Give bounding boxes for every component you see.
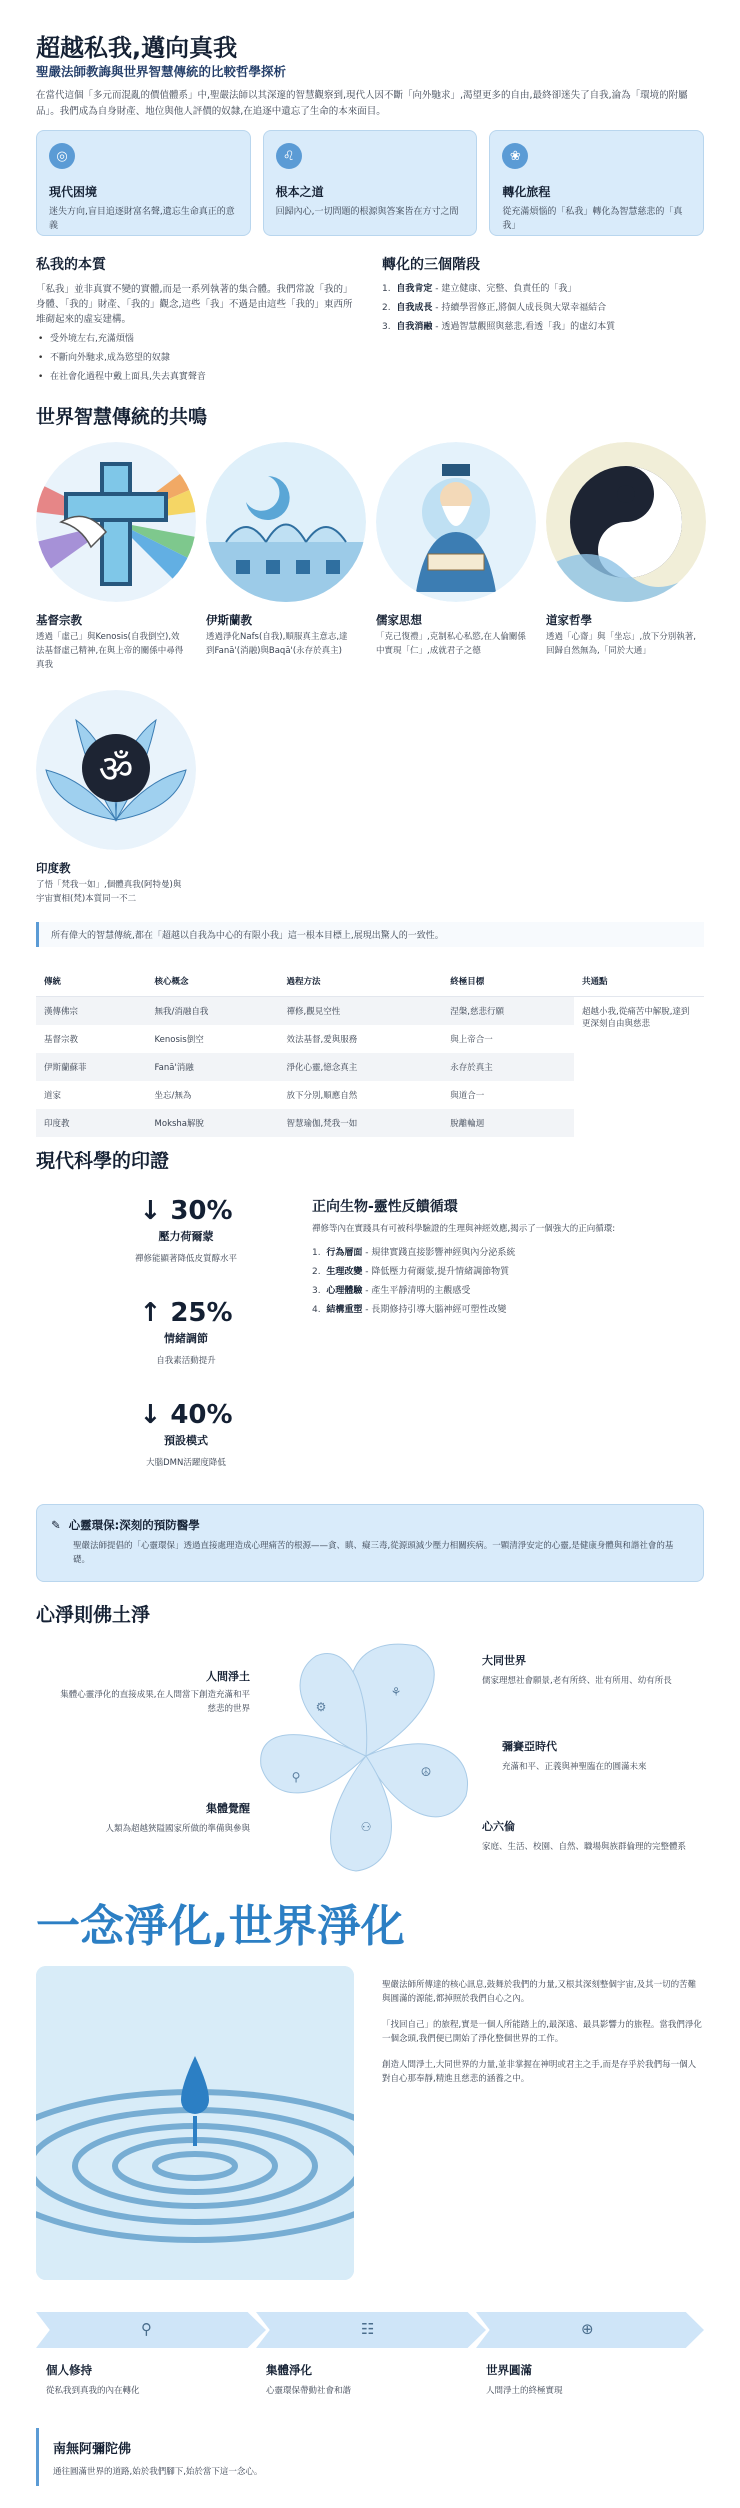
card-desc: 從充滿煩惱的「私我」轉化為智慧慈悲的「真我」 [502,207,683,231]
lotus-icon: ❀ [502,143,528,169]
pureland-heading: 心淨則佛土淨 [36,1604,151,1626]
list-item: 3. 自我消融 - 透過智慧觀照與慈悲,看透「我」的虛幻本質 [382,322,616,332]
christianity-illustration [36,442,196,602]
table-cell: 永存於真主 [442,1053,574,1081]
stages-heading: 轉化的三個階段 [382,257,480,273]
step-title: 世界圓滿 [486,2363,532,2377]
stat-desc: 大腦DMN活躍度降低 [146,1458,226,1468]
callout-text: 聖嚴法師提倡的「心靈環保」透過直接處理造成心理痛苦的根源——貪、瞋、癡三毒,從源頭減少壓力相關疾病。一顆清淨安定的心靈,是健康身體與和諧社會的基礎。 [73,1541,674,1565]
list-item: 1. 自我肯定 - 建立健康、完整、負責任的「我」 [382,284,577,294]
table-header: 傳統 [36,966,147,997]
petal-diagram [256,1636,476,1876]
list-item: 3. 心理體驗 - 產生平靜清明的主觀感受 [312,1286,471,1296]
stat-value: ↑ 25% [139,1298,233,1328]
stat-value: ↓ 40% [139,1400,233,1430]
water-drop-illustration [36,1966,354,2280]
petal-desc: 家庭、生活、校園、自然、職場與族群倫理的完整體系 [482,1842,687,1852]
petal-desc: 集體心靈淨化的直接成果,在人間當下創造充滿和平慈悲的世界 [60,1690,250,1714]
table-cell: Kenosis倒空 [154,1035,204,1045]
table-cell: 效法基督,愛與服務 [286,1035,358,1045]
svg-text:⚙: ⚙ [315,1700,327,1714]
list-item: • 不斷向外馳求,成為慾望的奴隸 [36,349,354,368]
petal-desc: 人類為超越狹隘國家所做的準備與參與 [105,1824,250,1834]
hinduism-illustration [36,690,196,850]
tradition-title: 道家哲學 [546,613,592,627]
islam-illustration [206,442,366,602]
table-cell: 淨化心靈,憶念真主 [279,1053,443,1081]
list-item: • 在社會化過程中戴上面具,失去真實聲音 [36,368,354,387]
tradition-desc: 透過「虛己」與Kenosis(自我倒空),效法基督虛己精神,在與上帝的關係中尋得真我 [36,632,184,670]
petal-label: 彌賽亞時代 [502,1740,557,1753]
table-header: 過程方法 [279,966,443,997]
science-heading: 現代科學的印證 [36,1150,170,1172]
table-cell: 道家 [44,1091,62,1101]
petal-label: 心六倫 [482,1820,515,1833]
closing-block [36,2428,704,2486]
step-title: 集體淨化 [266,2363,312,2377]
lion-icon: ♌ [276,143,302,169]
table-cell: 與上帝合一 [450,1035,493,1045]
petal-desc: 儒家理想社會願景,老有所終、壯有所用、幼有所長 [482,1676,672,1686]
card-title: 轉化旅程 [502,185,551,199]
tradition-desc: 透過「心齋」與「坐忘」,放下分別執著,回歸自然無為,「同於大通」 [546,632,696,656]
svg-text:☮: ☮ [420,1765,432,1779]
table-cell: 無我/消融自我 [147,997,279,1026]
petal-label: 人間淨土 [206,1670,250,1683]
table-cell: Moksha解脫 [147,1109,279,1137]
card-root-way [263,130,478,236]
stat-emotion [96,1298,276,1366]
page-subtitle: 聖嚴法師教誨與世界智慧傳統的比較哲學探析 [36,64,287,79]
intro-paragraph: 在當代這個「多元而混亂的價值體系」中,聖嚴法師以其深邃的智慧觀察到,現代人因不斷「向外馳求」,渴望更多的自由,最終卻迷失了自我,淪為「環境的附屬品」。我們成為自身財產、地位與他人評價的奴隸,在追逐中遺忘了生命的本來面目。 [36,90,688,117]
svg-text:⚇: ⚇ [360,1820,372,1834]
step-desc: 從私我到真我的內在轉化 [46,2386,140,2396]
callout-title: ✎ 心靈環保:深刻的預防醫學 [51,1518,200,1532]
table-cell: Fanā'消融 [147,1053,279,1081]
list-item: 2. 生理改變 - 降低壓力荷爾蒙,提升情緒調節物質 [312,1267,510,1277]
tradition-title: 儒家思想 [376,613,422,627]
essence-bullets [36,330,354,387]
traditions-heading: 世界智慧傳統的共鳴 [36,406,208,428]
essence-heading: 私我的本質 [36,257,106,273]
meditator-icon: ⚲ [141,2320,152,2338]
table-row [36,997,704,1026]
tradition-desc: 了悟「梵我一如」,個體真我(阿特曼)與宇宙實相(梵)本質同一不二 [36,880,182,904]
petal-label: 集體覺醒 [206,1802,250,1815]
table-cell: 基督宗教 [44,1035,79,1045]
stat-title: 情緒調節 [164,1332,208,1345]
stat-value: ↓ 30% [139,1196,233,1226]
list-item: 1. 行為層面 - 規律實踐直接影響神經與內分泌系統 [312,1248,516,1258]
hero-paragraph-3: 創造人間淨土,大同世界的力量,並非掌握在神明或君主之手,而是存乎於我們每一個人對自心那奉靜,精進且慈悲的涵養之中。 [382,2060,697,2084]
card-desc: 迷失方向,盲目追逐財富名聲,遺忘生命真正的意義 [49,207,235,231]
concept-cards [36,130,704,236]
table-cell: 印度教 [36,1109,147,1137]
card-title: 根本之道 [275,185,324,199]
arrow-down-icon: ↓ [139,1196,162,1226]
table-cell: 漢傳佛宗 [36,997,147,1026]
hero-paragraph-1: 聖嚴法師所傳達的核心訊息,鼓舞於我們的力量,又根其深刻整個宇宙,及其一切的苦難與圓滿的源能,都掉照於我們自心之內。 [382,1980,697,2004]
svg-text:⚲: ⚲ [291,1770,301,1784]
card-modern-dilemma [36,130,251,236]
petal-desc: 充滿和平、正義與神聖臨在的圓滿未來 [502,1762,647,1772]
table-cell-common: 超越小我,從痛苦中解脫,達到更深刻自由與慈悲 [574,997,704,1138]
closing-title: 南無阿彌陀佛 [53,2442,132,2457]
comparison-table [36,966,704,1137]
table-cell: 伊斯蘭蘇菲 [36,1053,147,1081]
tradition-title: 印度教 [36,861,71,875]
petal-label: 大同世界 [482,1654,526,1667]
stages-list [382,280,704,337]
table-cell: 涅槃,慈悲行願 [442,997,574,1026]
hero-paragraph-2: 「找回自己」的旅程,實是一個人所能踏上的,最深遠、最具影響力的旅程。當我們淨化一個念頭,我們便已開始了淨化整個世界的工作。 [382,2020,702,2044]
svg-text:⚘: ⚘ [390,1685,402,1699]
table-cell: 脫離輪迴 [442,1109,574,1137]
community-icon: ☷ [361,2320,375,2338]
table-cell: 禪修,觀見空性 [279,997,443,1026]
stat-stress [96,1196,276,1264]
step-desc: 心靈環保帶動社會和諧 [266,2386,352,2396]
note-icon: ✎ [51,1518,61,1532]
table-cell: 智慧瑜伽,梵我一如 [279,1109,443,1137]
essence-text: 「私我」並非真實不變的實體,而是一系列執著的集合體。我們常說「我的」身體、「我的」財產、「我的」觀念,這些「我」不過是由這些「我的」東西所堆砌起來的虛妄建構。 [36,284,353,325]
tradition-desc: 透過淨化Nafs(自我),順服真主意志,達到Fanā'(消融)與Baqā'(永存於真主) [206,632,348,656]
svg-text:ॐ: ॐ [98,747,134,791]
card-transformation [489,130,704,236]
stat-dmn [96,1400,276,1468]
globe-icon: ⊕ [581,2320,594,2338]
tradition-desc: 「克己復禮」,克制私心私慾,在人倫關係中實現「仁」,成就君子之德 [376,632,526,656]
list-item: 2. 自我成長 - 持續學習修正,將個人成長與大眾幸福結合 [382,303,607,313]
table-header: 終極目標 [442,966,574,997]
list-item: • 受外境左右,充滿煩惱 [36,330,354,349]
preventive-medicine-callout [36,1504,704,1582]
table-cell: 坐忘/無為 [154,1091,192,1101]
arrow-down-icon: ↓ [139,1400,162,1430]
loop-text: 禪修等內在實踐具有可被科學驗證的生理與神經效應,揭示了一個強大的正向循環: [312,1224,616,1234]
tradition-title: 伊斯蘭教 [206,613,252,627]
page-title: 超越私我,邁向真我 [36,34,238,62]
tradition-title: 基督宗教 [36,613,82,627]
table-cell: 與道合一 [450,1091,485,1101]
confucian-illustration [376,442,536,602]
loop-heading: 正向生物-靈性反饋循環 [312,1199,458,1215]
table-cell: 放下分別,順應自然 [286,1091,358,1101]
stat-desc: 自我素活動提升 [156,1356,216,1366]
list-item: 4. 結構重塑 - 長期修持引導大腦神經可塑性改變 [312,1305,507,1315]
card-desc: 回歸內心,一切問題的根源與答案皆在方寸之間 [275,207,459,217]
table-header: 共通點 [574,966,704,997]
traditions-quote: 所有偉大的智慧傳統,都在「超越以自我為中心的有限小我」這一根本目標上,展現出驚人的一致性。 [36,922,704,947]
hero-title: 一念淨化,世界淨化 [36,1901,405,1952]
compass-icon: ◎ [49,143,75,169]
arrow-up-icon: ↑ [139,1298,162,1328]
table-header: 核心概念 [147,966,279,997]
stat-desc: 禪修能顯著降低皮質醇水平 [134,1254,237,1264]
stat-title: 預設模式 [164,1434,208,1447]
closing-text: 通往圓滿世界的道路,始於我們腳下,始於當下這一念心。 [53,2467,263,2477]
step-title: 個人修持 [46,2363,92,2377]
stat-title: 壓力荷爾蒙 [158,1230,214,1243]
step-desc: 人間淨土的終極實現 [486,2386,563,2396]
card-title: 現代困境 [49,185,98,199]
loop-list [312,1244,704,1320]
taoism-illustration [546,442,706,602]
